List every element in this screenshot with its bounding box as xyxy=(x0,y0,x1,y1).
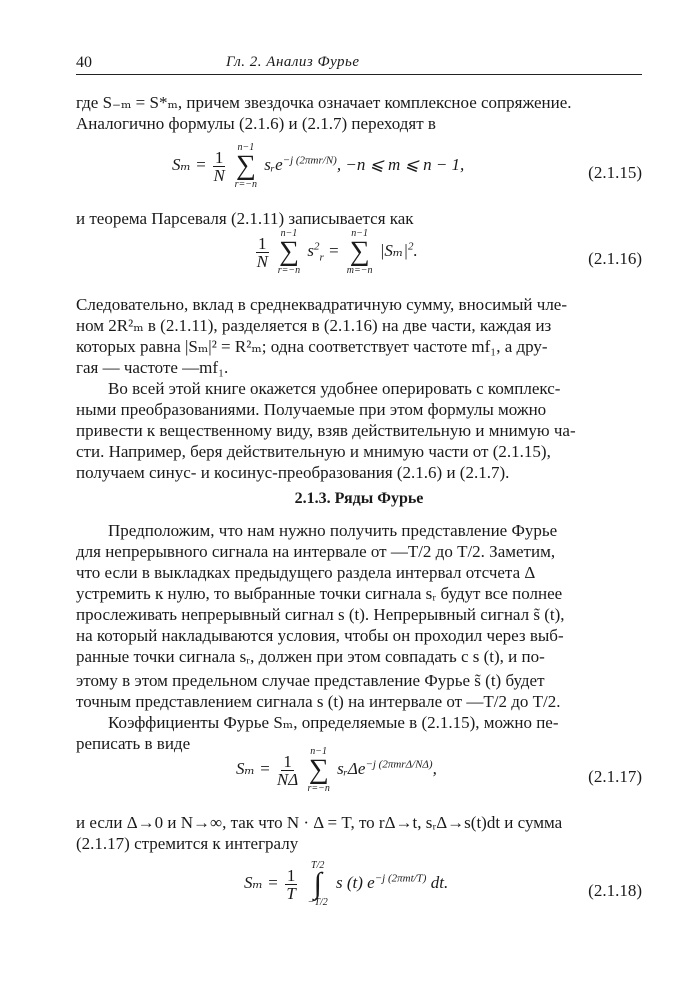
text-line: прослеживать непрерывный сигнал s (t). Непрерывный сигнал s̃ (t), xyxy=(76,605,565,624)
equation-2-1-18 xyxy=(76,858,642,918)
running-head: Гл. 2. Анализ Фурье xyxy=(226,54,360,70)
text-line: что если в выкладках предыдущего раздела интервал отсчета Δ xyxy=(76,563,536,582)
paragraph-8 xyxy=(76,812,642,854)
eq-end: dt. xyxy=(426,872,449,892)
sigma-symbol: ∑ xyxy=(349,236,370,267)
sum-lower-limit: m=−n xyxy=(346,265,373,276)
text-line: и если Δ→0 и N→∞, так что N · Δ = T, то rΔ→t, sᵣΔ→s(t)dt и сумма xyxy=(76,813,563,832)
paragraph-7 xyxy=(76,670,642,754)
text-line: ном 2R²ₘ в (2.1.11), разделяется в (2.1.16) на две части, каждая из xyxy=(76,316,552,335)
integral-lower-limit: −T/2 xyxy=(307,897,328,908)
fraction-denominator: N xyxy=(213,165,225,185)
equation-number: (2.1.16) xyxy=(588,249,642,268)
equation-body xyxy=(254,228,418,276)
summation xyxy=(307,746,329,794)
text-line: Следовательно, вклад в среднеквадратичную сумму, вносимый чле- xyxy=(76,295,568,314)
sum-lower-limit: r=−n xyxy=(234,179,258,190)
text-line: этому в этом предельном случае представление Фурье s̃ (t) будет xyxy=(76,671,545,690)
sum-lower-limit: r=−n xyxy=(277,265,301,276)
sum-upper-limit: n−1 xyxy=(280,228,298,239)
text-line: гая — частоте —mf₁. xyxy=(76,358,229,377)
eq-term: sᵣe xyxy=(264,154,283,174)
sum-upper-limit: n−1 xyxy=(237,142,255,153)
integral xyxy=(308,860,328,908)
equation-number: (2.1.15) xyxy=(588,163,642,182)
fraction-numerator: 1 xyxy=(258,233,267,253)
sigma-symbol: ∑ xyxy=(235,150,256,181)
equation-2-1-16 xyxy=(76,226,642,286)
fraction-numerator: 1 xyxy=(286,865,296,885)
text-line: (2.1.17) стремится к интегралу xyxy=(76,834,299,853)
eq-term: s xyxy=(307,240,315,260)
fraction xyxy=(277,753,298,788)
eq-term: sᵣΔe xyxy=(337,758,366,778)
sigma-symbol: ∑ xyxy=(278,236,299,267)
text-line: и теорема Парсеваля (2.1.11) записывается как xyxy=(76,209,414,228)
paragraph-4 xyxy=(76,378,642,483)
fraction xyxy=(256,235,269,270)
text-line: Предположим, что нам нужно получить представление Фурье xyxy=(108,521,558,540)
section-title: 2.1.3. Ряды Фурье xyxy=(294,490,424,507)
page-number: 40 xyxy=(76,54,92,71)
paragraph-1 xyxy=(76,92,642,134)
fraction xyxy=(213,149,226,184)
fraction-numerator: 1 xyxy=(283,751,292,771)
text-line: где S₋ₘ = S*ₘ, причем звездочка означает комплексное сопряжение. xyxy=(76,93,572,112)
text-line: на который накладываются условия, чтобы он проходил через выб- xyxy=(76,626,564,645)
equation-2-1-15 xyxy=(76,140,642,200)
eq-superscript: 2 xyxy=(314,240,320,253)
text-line: ными преобразованиями. Получаемые при этом формулы можно xyxy=(76,400,547,419)
integral-upper-limit: T/2 xyxy=(311,860,325,871)
paragraph-3 xyxy=(76,294,642,378)
eq-equals: = xyxy=(323,240,344,260)
equation-body xyxy=(172,142,464,190)
summation xyxy=(278,228,300,276)
eq-superscript: 2 xyxy=(408,240,414,253)
text-line: реписать в виде xyxy=(76,734,191,753)
text-line: получаем синус- и косинус-преобразования (2.1.6) и (2.1.7). xyxy=(76,463,510,482)
text-line: Аналогично формулы (2.1.6) и (2.1.7) переходят в xyxy=(76,114,436,133)
fraction xyxy=(285,867,298,902)
eq-end: , xyxy=(432,758,437,778)
fraction-denominator: N xyxy=(256,251,268,271)
eq-lhs: Sₘ = xyxy=(172,154,207,174)
equation-2-1-17 xyxy=(76,744,642,804)
eq-exponent: −j (2πmrΔ/NΔ) xyxy=(365,758,433,771)
eq-lhs: Sₘ = xyxy=(236,758,271,778)
eq-condition: , −n ⩽ m ⩽ n − 1, xyxy=(336,154,465,174)
eq-end: . xyxy=(413,240,418,260)
text-line: Во всей этой книге окажется удобнее оперировать с комплекс- xyxy=(108,379,561,398)
eq-term: s (t) e xyxy=(336,872,375,892)
eq-term: |Sₘ| xyxy=(379,240,409,260)
eq-exponent: −j (2πmr/N) xyxy=(282,154,337,167)
text-line: ранные точки сигнала sᵣ, должен при этом совпадать с s (t), и по- xyxy=(76,647,545,666)
text-line: привести к вещественному виду, взяв действительную и мнимую ча- xyxy=(76,421,576,440)
sum-upper-limit: n−1 xyxy=(351,228,369,239)
fraction-denominator: NΔ xyxy=(276,769,299,789)
sum-lower-limit: r=−n xyxy=(307,783,330,794)
eq-subscript: r xyxy=(319,251,324,264)
paragraph-5 xyxy=(76,520,642,604)
equation-number: (2.1.18) xyxy=(588,881,642,900)
integral-symbol: ∫ xyxy=(313,867,322,900)
text-line: сти. Например, беря действительную и мнимую части от (2.1.15), xyxy=(76,442,551,461)
text-line: для непрерывного сигнала на интервале от —T/2 до T/2. Заметим, xyxy=(76,542,556,561)
equation-body xyxy=(236,746,437,794)
eq-lhs: Sₘ = xyxy=(244,872,279,892)
summation xyxy=(347,228,373,276)
text-line: Коэффициенты Фурье Sₘ, определяемые в (2.1.15), можно пе- xyxy=(108,713,559,732)
paragraph-6 xyxy=(76,604,642,667)
sum-upper-limit: n−1 xyxy=(310,746,328,757)
text-line: точным представлением сигнала s (t) на интервале от —T/2 до T/2. xyxy=(76,692,561,711)
page-header xyxy=(76,52,642,75)
fraction-denominator: T xyxy=(286,883,296,903)
equation-body xyxy=(244,860,448,908)
summation xyxy=(235,142,257,190)
text-line: устремить к нулю, то выбранные точки сигнала sᵣ будут все полнее xyxy=(76,584,563,603)
fraction-numerator: 1 xyxy=(214,147,224,167)
text-line: которых равна |Sₘ|² = R²ₘ; одна соответствует частоте mf₁, а дру- xyxy=(76,337,548,356)
eq-exponent: −j (2πmt/T) xyxy=(374,872,427,885)
equation-number: (2.1.17) xyxy=(588,767,642,786)
sigma-symbol: ∑ xyxy=(308,754,329,785)
